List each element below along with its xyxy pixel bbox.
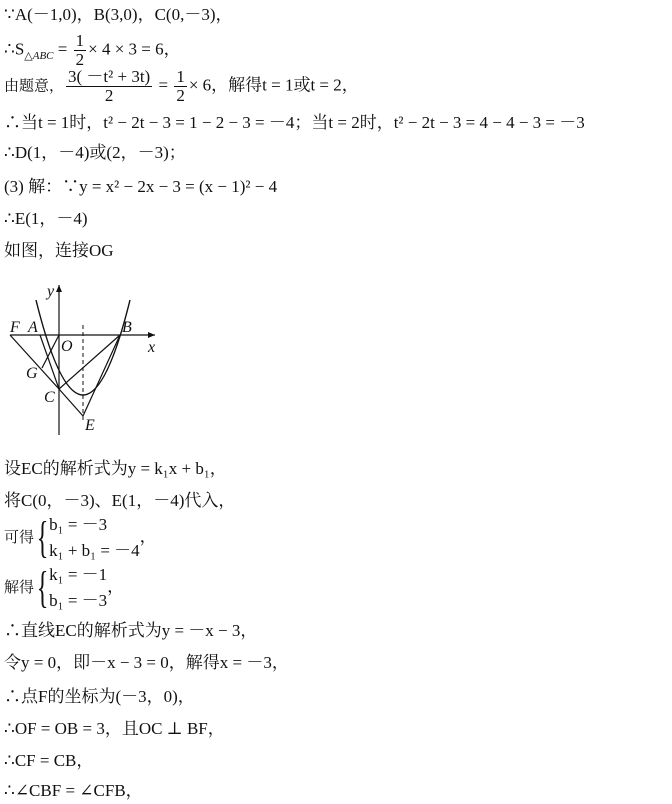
line-of-ob: ∴OF = OB = 3，且OC ⊥ BF， (4, 719, 225, 738)
fraction-half (174, 68, 187, 105)
line-area (4, 32, 181, 69)
system-2-prefix: 解得 (4, 577, 35, 596)
fraction-numerator: 1 (75, 31, 85, 50)
fraction-expression (66, 68, 152, 105)
label-a: A (28, 319, 38, 336)
line-connect-og: 如图，连接OG (4, 241, 114, 260)
line-solve-x: 令y = 0，即－x − 3 = 0，解得x = －3， (4, 653, 289, 672)
fraction-half (74, 32, 87, 69)
line-equation (4, 68, 359, 105)
line-point-e: ∴E(1，－4) (4, 209, 88, 228)
brace-icon: { (36, 563, 49, 612)
system-2 (49, 562, 107, 614)
area-equals: = (53, 39, 72, 59)
line-angles: ∴∠CBF = ∠CFB， (4, 781, 143, 800)
label-x: x (148, 339, 156, 356)
label-b: B (122, 319, 132, 336)
equation-equals: = (154, 75, 173, 95)
line-ac (40, 335, 59, 389)
line-eb (83, 335, 120, 416)
label-g: G (26, 365, 38, 382)
line-substitution: ∴当t = 1时，t² − 2t − 3 = 1 − 2 − 3 = －4；当t = 2时，t² − 2t − 3 = 4 − 4 − 3 = －3 (4, 113, 585, 132)
area-subscript: △ABC (24, 49, 54, 62)
system-1-eq-b: k₁ + b₁ = －4 (49, 541, 140, 560)
line-part3: (3) 解：∵y = x² − 2x − 3 = (x − 1)² − 4 (4, 177, 278, 196)
fraction-numerator: 1 (176, 67, 185, 86)
line-ec-form: 设EC的解析式为y = k₁x + b₁， (4, 459, 227, 478)
area-result: × 4 × 3 = 6， (88, 39, 181, 59)
line-ec-result: ∴直线EC的解析式为y = －x − 3， (4, 621, 258, 640)
fraction-denominator: 2 (75, 50, 85, 69)
line-point-f: ∴点F的坐标为(－3，0)， (4, 687, 195, 706)
system-1 (49, 512, 140, 564)
label-o: O (61, 338, 73, 355)
equation-prefix: 由题意， (4, 76, 65, 95)
fraction-denominator: 2 (104, 86, 114, 105)
system-2-eq-a: k₁ = －1 (49, 565, 108, 584)
line-ce (59, 389, 83, 416)
label-e: E (85, 417, 95, 434)
line-system-2 (4, 562, 124, 614)
system-2-eq-b: b₁ = －3 (49, 591, 108, 610)
system-2-suffix: ， (107, 576, 125, 596)
x-axis-arrow (148, 332, 155, 338)
label-y: y (47, 283, 55, 300)
line-system-1 (4, 512, 157, 564)
parabola-figure (0, 280, 175, 440)
fraction-numerator: 3( －t² + 3t) (68, 67, 151, 86)
y-axis-arrow (56, 285, 62, 292)
label-c: C (44, 389, 55, 406)
system-1-prefix: 可得 (4, 527, 35, 546)
line-point-d: ∴D(1，－4)或(2，－3)； (4, 143, 186, 162)
label-f: F (10, 319, 20, 336)
fraction-denominator: 2 (176, 86, 185, 105)
equation-solution: × 6，解得t = 1或t = 2， (188, 75, 359, 95)
line-substitute-ce: 将C(0，－3)、E(1，－4)代入， (4, 491, 236, 510)
brace-icon: { (36, 513, 49, 562)
line-given-points: ∵A(－1,0)，B(3,0)，C(0,－3)， (4, 5, 233, 24)
area-symbol: ∴S (4, 39, 25, 59)
line-cf-cb: ∴CF = CB， (4, 751, 94, 770)
system-1-eq-a: b₁ = －3 (49, 515, 108, 534)
system-1-suffix: ， (139, 526, 157, 546)
